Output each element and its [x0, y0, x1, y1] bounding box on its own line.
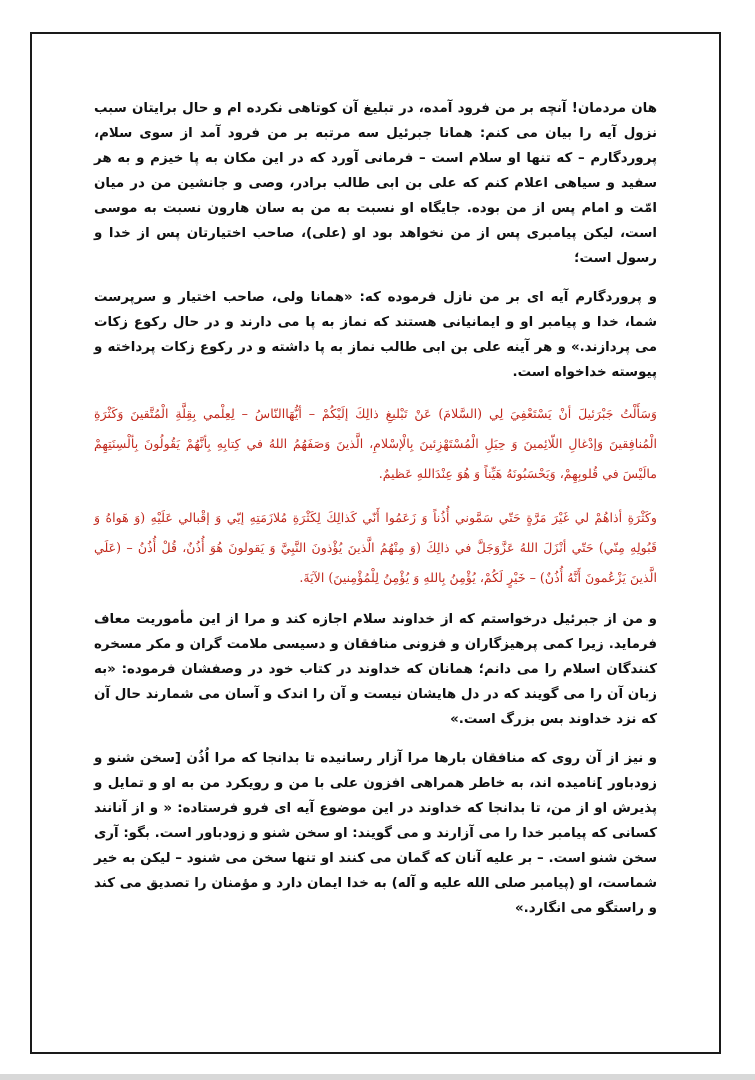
- bottom-edge-divider: [0, 1074, 755, 1080]
- arabic-quote-2: وكَثْرَةِ أذاهُمْ لي غَيْرَ مَرَّةٍ حَتّي سَمَّوني أُذُناً وَ زَعَمُوا أَنّي كَذالِكَ لِكَثْرَةِ مُلازَمَتِهِ إيّي وَ إقْبالي عَلَيْهِ (وَ هَواهُ وَ قَبُولِهِ مِنّي) حَتّي أنْزَلَ اللهُ عَزَّوَجَلَّ في ذالِكَ (وَ مِنْهُمُ الَّذينَ يُؤْذونَ النَّبِيَّ وَ يَقولونَ هُوَ أُذُنٌ، قُلْ أُذُنُ – (عَلَي الَّذينَ يَزْعُمونَ أَنَّهُ أُذُنٌ) – خَيْرٍ لَكُمْ، يُؤْمِنُ بِاللهِ وَ يُؤْمِنُ لِلْمُؤْمِنينَ) الآيَةَ.: [94, 510, 657, 585]
- paragraph-2: و پروردگارم آیه ای بر من نازل فرموده که: «همانا ولی، صاحب اختیار و سرپرست شما، خدا و پیامبر او و ایمانیانی هستند که نماز به پا می دارند و در حال رکوع زکات می پردازند.» و هر آینه علی بن ابی طالب نماز به پا داشته و در رکوع زکات پرداخته و پیوسته خداخواه است.: [94, 290, 657, 380]
- paragraph-3: و من از جبرئیل درخواستم که از خداوند سلام اجازه کند و مرا از این مأموریت معاف فرماید. زیرا کمی پرهیزگاران و فزونی منافقان و دسیسی ملامت گران و مکر مسخره کنندگان اسلام را می دانم؛ همانان که خداوند در کتاب خود در وصفشان فرموده: «به زبان آن را می گویند که در دل هایشان نیست و آن را اندک و آسان می شمارند حال آن که نزد خداوند بس بزرگ است.»: [94, 612, 657, 727]
- arabic-quote-1: وَسَأَلْتُ جَبْرَئيلَ أنْ يَسْتَعْفِيَ لِي (السَّلامَ) عَنْ تَبْليغِ ذالِكَ إلَيْكُمْ – أيُّهَاالنّاسُ – لِعِلْمي بِقِلَّةِ الْمُتَّقينَ وَكَثْرَةِ الْمُنافِقينَ وَإدْغالِ اللّائِمينَ وَ حِيَلِ الْمُسْتَهْزِئينَ بِالْإسْلامِ، الَّذينَ وَصَفَهُمُ اللهُ في كِتابِهِ بِأنَّهُمْ يَقُولُونَ بِألْسِنَتِهِمْ مالَيْسَ في قُلوبِهِمْ، وَيَحْسَبُونَهُ هَيِّناً وَ هُوَ عِنْدَاللهِ عَظيمٌ.: [94, 406, 657, 481]
- paragraph-4: و نیز از آن روی که منافقان بارها مرا آزار رسانیده تا بدانجا که مرا اُذُن [سخن شنو و زودباور ]نامیده اند، به خاطر همراهی افزون علی با من و رویکرد من به او و تمایل و پذیرش او از من، تا بدانجا که خداوند در این موضوع آیه ای فرو فرستاده: « و از آنانند کسانی که پیامبر خدا را می آزارند و می گویند: او سخن شنو و زودباور است. بگو: آری سخن شنو است. – بر علیه آنان که گمان می کنند او تنها سخن می شنود – لیکن به خیر شماست، او (پیامبر صلی الله علیه و آله) به خدا ایمان دارد و مؤمنان را تصدیق می کند و راستگو می انگارد.»: [94, 751, 657, 916]
- document-page: [30, 32, 721, 1054]
- paragraph-1: هان مردمان! آنچه بر من فرود آمده، در تبلیغ آن کوتاهی نکرده ام و حال برایتان سبب نزول آیه را بیان می کنم: همانا جبرئیل سه مرتبه بر من فرود آمد از سوی سلام، پروردگارم – که تنها او سلام است – فرمانی آورد که در این مکان به پا خیزم و به هر سفید و سیاهی اعلام کنم که علی بن ابی طالب برادر، وصی و جانشین من در میان امّت و امام پس از من بوده. جایگاه او نسبت به من به سان هارون نسبت به موسی است، لیکن پیامبری پس از من نخواهد بود او (علی)، صاحب اختیارتان پس از خدا و رسول است؛: [94, 101, 657, 266]
- document-body: [94, 96, 657, 935]
